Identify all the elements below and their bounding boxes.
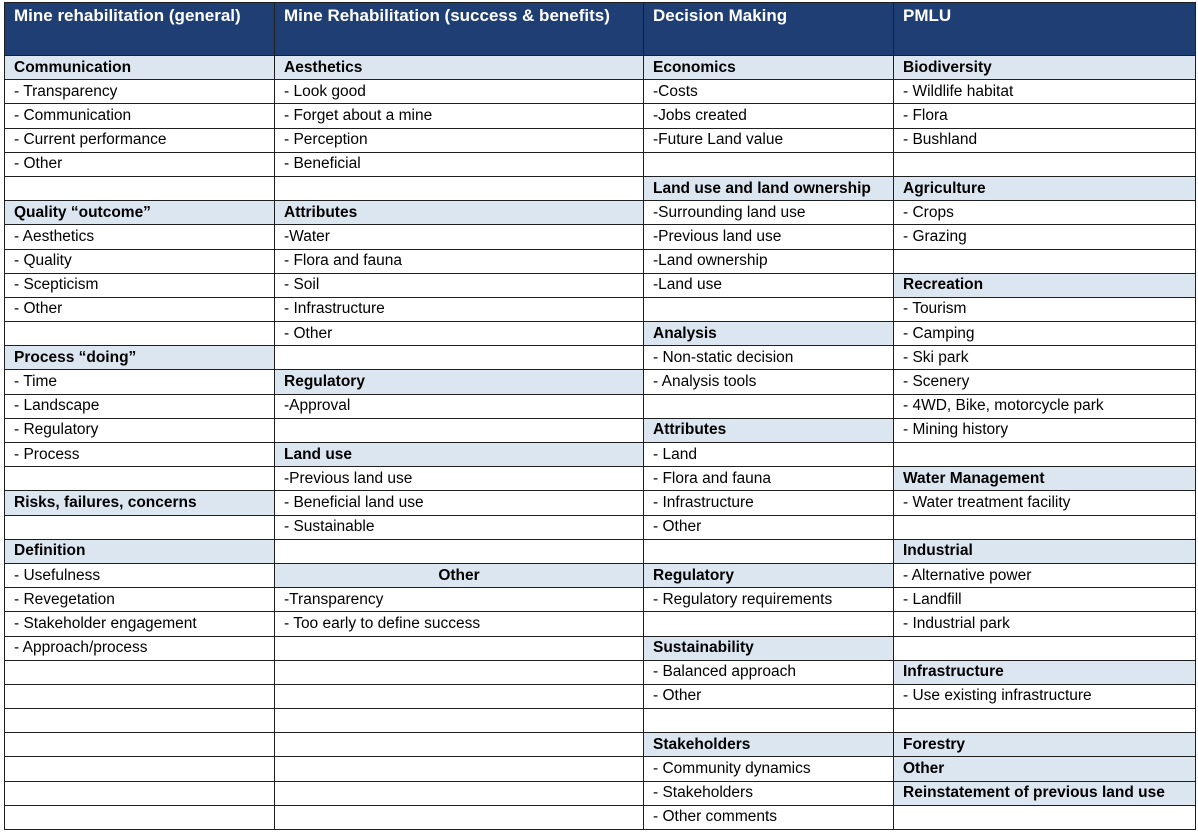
table-cell: - Sustainable	[275, 515, 644, 539]
table-row	[5, 56, 1196, 80]
table-cell	[894, 636, 1196, 660]
column-header: Mine Rehabilitation (success & benefits)	[275, 3, 644, 56]
table-cell	[275, 781, 644, 805]
table-row	[5, 781, 1196, 805]
table-cell: - Flora and fauna	[275, 249, 644, 273]
category-heading-cell: Economics	[644, 56, 894, 80]
table-cell: - Other	[644, 684, 894, 708]
table-cell: - Ski park	[894, 346, 1196, 370]
table-row	[5, 176, 1196, 200]
table-row	[5, 201, 1196, 225]
table-row	[5, 684, 1196, 708]
table-cell: - Camping	[894, 322, 1196, 346]
table-row	[5, 515, 1196, 539]
table-cell: - Infrastructure	[644, 491, 894, 515]
table-cell: - Non-static decision	[644, 346, 894, 370]
table-cell: - Perception	[275, 128, 644, 152]
table-row	[5, 660, 1196, 684]
table-cell: - Landfill	[894, 588, 1196, 612]
category-heading-cell: Regulatory	[275, 370, 644, 394]
table-cell	[5, 322, 275, 346]
category-heading-cell: Process “doing”	[5, 346, 275, 370]
table-cell	[5, 176, 275, 200]
category-heading-cell: Other	[894, 757, 1196, 781]
table-cell	[894, 152, 1196, 176]
category-heading-cell: Forestry	[894, 733, 1196, 757]
category-heading-cell: Risks, failures, concerns	[5, 491, 275, 515]
table-cell: - Beneficial land use	[275, 491, 644, 515]
table-cell: -Previous land use	[644, 225, 894, 249]
table-row	[5, 273, 1196, 297]
table-row	[5, 563, 1196, 587]
table-row	[5, 297, 1196, 321]
table-row	[5, 128, 1196, 152]
table-cell	[5, 733, 275, 757]
table-cell	[275, 805, 644, 829]
category-heading-cell: Attributes	[275, 201, 644, 225]
column-header: Mine rehabilitation (general)	[5, 3, 275, 56]
table-cell: - Aesthetics	[5, 225, 275, 249]
table-cell	[5, 515, 275, 539]
table-cell	[644, 394, 894, 418]
table-cell	[5, 467, 275, 491]
table-cell: - Balanced approach	[644, 660, 894, 684]
table-cell: - Water treatment facility	[894, 491, 1196, 515]
table-cell: -Costs	[644, 80, 894, 104]
table-row	[5, 805, 1196, 829]
table-cell: - Tourism	[894, 297, 1196, 321]
category-heading-cell: Infrastructure	[894, 660, 1196, 684]
table-cell: -Water	[275, 225, 644, 249]
table-row	[5, 443, 1196, 467]
table-cell	[894, 805, 1196, 829]
table-cell: - Stakeholders	[644, 781, 894, 805]
table-cell	[5, 709, 275, 733]
table-cell	[275, 346, 644, 370]
table-cell: - Other comments	[644, 805, 894, 829]
table-cell	[5, 781, 275, 805]
table-row	[5, 370, 1196, 394]
table-cell: - Current performance	[5, 128, 275, 152]
table-cell: - Communication	[5, 104, 275, 128]
table-cell: - Wildlife habitat	[894, 80, 1196, 104]
table-cell: - Beneficial	[275, 152, 644, 176]
table-cell: - Usefulness	[5, 563, 275, 587]
table-cell	[5, 805, 275, 829]
table-cell: - Flora	[894, 104, 1196, 128]
table-cell	[894, 443, 1196, 467]
table-cell: - Process	[5, 443, 275, 467]
table-row	[5, 539, 1196, 563]
table-cell: - Analysis tools	[644, 370, 894, 394]
table-cell: - Grazing	[894, 225, 1196, 249]
category-heading-cell: Definition	[5, 539, 275, 563]
category-heading-cell: Reinstatement of previous land use	[894, 781, 1196, 805]
category-heading-cell: Land use and land ownership	[644, 176, 894, 200]
category-heading-cell: Attributes	[644, 418, 894, 442]
table-cell	[894, 249, 1196, 273]
table-cell	[5, 684, 275, 708]
table-cell	[894, 515, 1196, 539]
table-cell: -Approval	[275, 394, 644, 418]
table-cell: - Flora and fauna	[644, 467, 894, 491]
category-heading-cell: Land use	[275, 443, 644, 467]
category-heading-cell: Communication	[5, 56, 275, 80]
table-row	[5, 467, 1196, 491]
category-heading-cell: Aesthetics	[275, 56, 644, 80]
table-cell: - Forget about a mine	[275, 104, 644, 128]
table-cell: - Soil	[275, 273, 644, 297]
table-cell: - Alternative power	[894, 563, 1196, 587]
table-row	[5, 418, 1196, 442]
table-cell: - Revegetation	[5, 588, 275, 612]
category-table	[4, 2, 1196, 830]
table-cell: - Land	[644, 443, 894, 467]
table-cell: - Look good	[275, 80, 644, 104]
table-cell: - Scepticism	[5, 273, 275, 297]
table-row	[5, 80, 1196, 104]
table-cell: - Approach/process	[5, 636, 275, 660]
table-cell: - Community dynamics	[644, 757, 894, 781]
table-row	[5, 249, 1196, 273]
table-row	[5, 394, 1196, 418]
table-row	[5, 225, 1196, 249]
table-cell: -Previous land use	[275, 467, 644, 491]
table-cell: - Scenery	[894, 370, 1196, 394]
table-cell: - Infrastructure	[275, 297, 644, 321]
table-cell: - Regulatory	[5, 418, 275, 442]
category-heading-cell: Stakeholders	[644, 733, 894, 757]
table-cell	[644, 297, 894, 321]
table-cell	[275, 539, 644, 563]
table-cell: - Crops	[894, 201, 1196, 225]
table-row	[5, 709, 1196, 733]
table-row	[5, 733, 1196, 757]
table-cell	[894, 709, 1196, 733]
table-cell: - Use existing infrastructure	[894, 684, 1196, 708]
table-row	[5, 588, 1196, 612]
table-row	[5, 757, 1196, 781]
table-cell	[644, 709, 894, 733]
table-body	[5, 56, 1196, 830]
category-heading-cell: Agriculture	[894, 176, 1196, 200]
table-cell	[5, 757, 275, 781]
category-heading-cell: Recreation	[894, 273, 1196, 297]
table-cell: - Other	[5, 297, 275, 321]
table-cell	[275, 709, 644, 733]
table-cell	[5, 660, 275, 684]
table-cell	[644, 539, 894, 563]
table-cell: - Regulatory requirements	[644, 588, 894, 612]
table-cell: - Other	[275, 322, 644, 346]
table-row	[5, 104, 1196, 128]
table-cell: - Industrial park	[894, 612, 1196, 636]
table-cell: - Transparency	[5, 80, 275, 104]
table-cell: -Transparency	[275, 588, 644, 612]
table-cell: - Other	[5, 152, 275, 176]
table-cell	[275, 757, 644, 781]
table-cell: -Land use	[644, 273, 894, 297]
table-cell: - Other	[644, 515, 894, 539]
column-header: PMLU	[894, 3, 1196, 56]
table-cell: -Surrounding land use	[644, 201, 894, 225]
category-heading-cell: Regulatory	[644, 563, 894, 587]
table-row	[5, 491, 1196, 515]
table-cell: -Land ownership	[644, 249, 894, 273]
category-heading-cell: Other	[275, 563, 644, 587]
table-cell: - Stakeholder engagement	[5, 612, 275, 636]
table-cell: -Future Land value	[644, 128, 894, 152]
table-row	[5, 322, 1196, 346]
table-cell: - Mining history	[894, 418, 1196, 442]
table-cell	[275, 176, 644, 200]
table-cell	[644, 152, 894, 176]
category-heading-cell: Biodiversity	[894, 56, 1196, 80]
category-heading-cell: Sustainability	[644, 636, 894, 660]
table-row	[5, 636, 1196, 660]
table-cell: - Bushland	[894, 128, 1196, 152]
header-row	[5, 3, 1196, 56]
table-cell	[275, 684, 644, 708]
table-cell	[275, 636, 644, 660]
category-heading-cell: Analysis	[644, 322, 894, 346]
table-row	[5, 152, 1196, 176]
table-cell: - Too early to define success	[275, 612, 644, 636]
table-cell: - 4WD, Bike, motorcycle park	[894, 394, 1196, 418]
table-cell	[644, 612, 894, 636]
table-row	[5, 346, 1196, 370]
table-cell: -Jobs created	[644, 104, 894, 128]
table-cell: - Quality	[5, 249, 275, 273]
table-row	[5, 612, 1196, 636]
table-cell: - Time	[5, 370, 275, 394]
table-cell	[275, 733, 644, 757]
category-heading-cell: Industrial	[894, 539, 1196, 563]
category-heading-cell: Quality “outcome”	[5, 201, 275, 225]
column-header: Decision Making	[644, 3, 894, 56]
table-cell	[275, 660, 644, 684]
table-cell	[275, 418, 644, 442]
table-cell: - Landscape	[5, 394, 275, 418]
category-heading-cell: Water Management	[894, 467, 1196, 491]
